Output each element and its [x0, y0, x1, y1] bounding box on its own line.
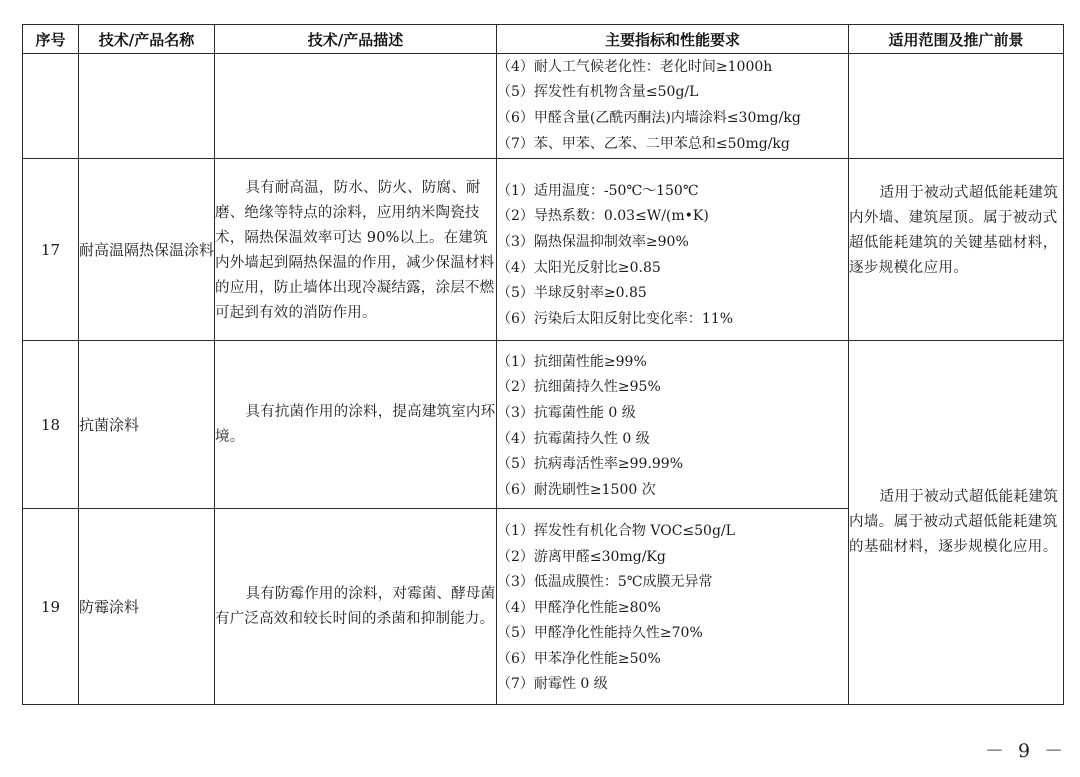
row17-indicators	[497, 159, 849, 341]
row17-scope	[849, 159, 1064, 341]
row18-num: 18	[23, 341, 79, 509]
row18-19-scope	[849, 341, 1064, 705]
row19-indicators	[497, 509, 849, 705]
indicator-item: （4）甲醛净化性能≥80%	[497, 599, 661, 616]
indicator-item: （6）耐洗刷性≥1500 次	[497, 481, 656, 498]
row19-name: 防霉涂料	[79, 509, 215, 705]
indicator-item: （3）低温成膜性：5℃成膜无异常	[497, 574, 713, 591]
continued-name-cell	[79, 54, 215, 159]
indicator-item: （5）半球反射率≥0.85	[497, 285, 647, 302]
indicator-item: （1）适用温度：-50℃～150℃	[497, 182, 699, 199]
table-row-18	[23, 341, 1064, 509]
continued-num-cell	[23, 54, 79, 159]
header-row	[23, 25, 1064, 54]
row17-desc	[215, 159, 497, 341]
row17-scope-text: 适用于被动式超低能耗建筑内外墙、建筑屋顶。属于被动式超低能耗建筑的关键基础材料，逐步规模化应用。	[849, 185, 1059, 276]
row18-desc	[215, 341, 497, 509]
indicator-item: （2）抗细菌持久性≥95%	[497, 379, 661, 396]
continued-desc-cell	[215, 54, 497, 159]
indicator-item: （5）甲醛净化性能持久性≥70%	[497, 625, 703, 642]
row17-name: 耐高温隔热保温涂料	[79, 159, 215, 341]
row18-indicators	[497, 341, 849, 509]
spec-table	[22, 24, 1064, 705]
header-name: 技术/产品名称	[79, 25, 215, 54]
row17-desc-text: 具有耐高温，防水、防火、防腐、耐磨、绝缘等特点的涂料，应用纳米陶瓷技术，隔热保温效率可达 90%以上。在建筑内外墙起到隔热保温的作用，减少保温材料的应用，防止墙体出现冷凝结露，涂层不燃可起到有效的消防作用。	[215, 179, 495, 321]
indicator-item: （6）甲醛含量(乙酰丙酮法)内墙涂料≤30mg/kg	[497, 110, 801, 126]
indicator-item: （5）挥发性有机物含量≤50g/L	[497, 84, 699, 101]
indicator-item: （6）污染后太阳反射比变化率：11%	[497, 310, 734, 327]
indicator-item: （2）游离甲醛≤30mg/Kg	[497, 548, 666, 565]
row17-num: 17	[23, 159, 79, 341]
indicator-item: （7）苯、甲苯、乙苯、二甲苯总和≤50mg/kg	[497, 135, 790, 152]
row18-19-scope-text: 适用于被动式超低能耗建筑内墙。属于被动式超低能耗建筑的基础材料，逐步规模化应用。	[849, 489, 1059, 555]
row19-num: 19	[23, 509, 79, 705]
row18-desc-text: 具有抗菌作用的涂料，提高建筑室内环境。	[215, 403, 496, 445]
indicator-item: （6）甲苯净化性能≥50%	[497, 650, 661, 667]
page-number: － 9 －	[985, 740, 1068, 762]
indicator-item: （1）抗细菌性能≥99%	[497, 353, 647, 370]
row19-desc-text: 具有防霉作用的涂料，对霉菌、酵母菌有广泛高效和较长时间的杀菌和抑制能力。	[215, 585, 496, 627]
continued-indicators-cell	[497, 54, 849, 159]
indicator-item: （1）挥发性有机化合物 VOC≤50g/L	[497, 522, 735, 539]
header-desc: 技术/产品描述	[215, 25, 497, 54]
table-row-17	[23, 159, 1064, 341]
continued-scope-cell	[849, 54, 1064, 159]
indicator-item: （7）耐霉性 0 级	[497, 676, 608, 693]
header-num: 序号	[23, 25, 79, 54]
row18-name: 抗菌涂料	[79, 341, 215, 509]
header-indicators: 主要指标和性能要求	[497, 25, 849, 54]
indicator-item: （3）抗霉菌性能 0 级	[497, 404, 636, 421]
indicator-item: （2）导热系数：0.03≤W/(m•K)	[497, 208, 709, 225]
row19-desc	[215, 509, 497, 705]
indicator-item: （3）隔热保温抑制效率≥90%	[497, 233, 689, 250]
indicator-item: （4）耐人工气候老化性：老化时间≥1000h	[497, 58, 773, 75]
continued-row	[23, 54, 1064, 159]
indicator-item: （5）抗病毒活性率≥99.99%	[497, 456, 684, 473]
indicator-item: （4）抗霉菌持久性 0 级	[497, 430, 650, 447]
header-scope: 适用范围及推广前景	[849, 25, 1064, 54]
indicator-item: （4）太阳光反射比≥0.85	[497, 259, 661, 276]
